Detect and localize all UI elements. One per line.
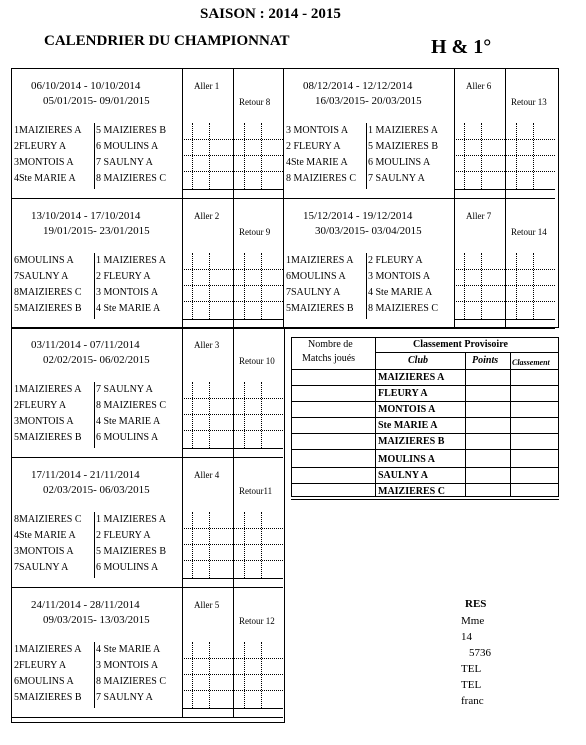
score-grid-line — [182, 414, 283, 415]
match-home-team: 6MOULINS A — [14, 255, 74, 266]
match-away-team: 7 SAULNY A — [96, 157, 153, 168]
match-home-team: 1MAIZIERES A — [14, 384, 82, 395]
score-grid-line — [244, 642, 245, 708]
score-grid-line — [464, 123, 465, 189]
col-classement: Classement — [512, 358, 550, 367]
score-grid-line — [261, 642, 262, 708]
round-separator — [11, 717, 283, 718]
match-away-team: 8 MAIZIERES C — [96, 400, 166, 411]
score-grid-line — [182, 544, 283, 545]
score-grid-line — [182, 285, 283, 286]
round-col-line — [233, 587, 234, 717]
classement-club: MOULINS A — [378, 454, 435, 465]
round-col-line — [182, 587, 183, 717]
match-home-team: 2 FLEURY A — [286, 141, 341, 152]
classement-row-line — [291, 417, 559, 418]
score-grid-line — [516, 253, 517, 319]
score-grid-line — [516, 123, 517, 189]
match-home-team: 3MONTOIS A — [14, 546, 74, 557]
round-retour-label: Retour 8 — [239, 97, 271, 107]
match-away-team: 1 MAIZIERES A — [368, 125, 438, 136]
match-away-team: 8 MAIZIERES C — [368, 303, 438, 314]
match-away-team: 2 FLEURY A — [96, 530, 151, 541]
score-grid-line — [182, 560, 283, 561]
match-home-team: 1MAIZIERES A — [14, 125, 82, 136]
res-title: RES — [465, 598, 487, 610]
score-grid-line — [182, 139, 283, 140]
match-away-team: 3 MONTOIS A — [368, 271, 431, 282]
match-home-team: 8 MAIZIERES C — [286, 173, 356, 184]
score-grid-line — [192, 123, 193, 189]
res-line: franc — [461, 695, 484, 707]
score-grid-line — [182, 690, 283, 691]
round-col-line — [182, 327, 183, 457]
score-grid-line — [182, 708, 283, 709]
score-grid-line — [481, 253, 482, 319]
round-aller-label: Aller 5 — [194, 600, 220, 610]
match-home-team: 3MONTOIS A — [14, 416, 74, 427]
score-grid-line — [182, 171, 283, 172]
classement-title: Classement Provisoire — [413, 339, 508, 350]
match-home-team: 5MAIZIERES B — [14, 692, 82, 703]
round-retour-label: Retour 13 — [511, 97, 547, 107]
classement-row-line — [291, 449, 559, 450]
score-grid-line — [182, 301, 283, 302]
score-grid-line — [182, 189, 283, 190]
match-away-team: 1 MAIZIERES A — [96, 514, 166, 525]
match-away-team: 6 MOULINS A — [368, 157, 431, 168]
match-away-team: 5 MAIZIERES B — [368, 141, 438, 152]
classement-club: FLEURY A — [378, 388, 428, 399]
match-home-team: 3MONTOIS A — [14, 157, 74, 168]
res-line: TEL — [461, 663, 482, 675]
round-col-line — [233, 327, 234, 457]
round-col-line — [505, 68, 506, 198]
nombre-label: Nombre de — [308, 339, 353, 350]
match-team-divider — [366, 253, 367, 319]
classement-row-line — [291, 467, 559, 468]
classement-row-line — [291, 433, 559, 434]
score-grid-line — [182, 319, 283, 320]
score-grid-line — [533, 123, 534, 189]
score-grid-line — [182, 578, 283, 579]
col-club: Club — [408, 355, 429, 366]
score-grid-line — [182, 430, 283, 431]
score-grid-line — [182, 269, 283, 270]
match-away-team: 6 MOULINS A — [96, 432, 159, 443]
round-aller-label: Aller 1 — [194, 81, 220, 91]
round-dates-aller: 13/10/2014 - 17/10/2014 — [31, 210, 141, 222]
match-away-team: 4 Ste MARIE A — [96, 644, 161, 655]
match-away-team: 3 MONTOIS A — [96, 660, 159, 671]
match-team-divider — [94, 642, 95, 708]
score-grid-line — [244, 123, 245, 189]
res-line: 14 — [461, 631, 472, 643]
season-title: SAISON : 2014 - 2015 — [200, 6, 341, 22]
score-grid-line — [182, 155, 283, 156]
score-grid-line — [454, 189, 555, 190]
match-home-team: 2FLEURY A — [14, 141, 67, 152]
classement-club: MAIZIERES C — [378, 486, 445, 497]
round-aller-label: Aller 6 — [466, 81, 492, 91]
score-grid-line — [209, 123, 210, 189]
match-home-team: 8MAIZIERES C — [14, 287, 82, 298]
match-away-team: 5 MAIZIERES B — [96, 125, 166, 136]
classement-club: MONTOIS A — [378, 404, 436, 415]
match-home-team: 4Ste MARIE A — [14, 173, 76, 184]
classement-row-line — [291, 401, 559, 402]
match-home-team: 5MAIZIERES B — [14, 303, 82, 314]
match-home-team: 5MAIZIERES B — [14, 432, 82, 443]
round-retour-label: Retour 10 — [239, 356, 275, 366]
match-home-team: 2FLEURY A — [14, 400, 67, 411]
score-grid-line — [454, 301, 555, 302]
score-grid-line — [481, 123, 482, 189]
round-retour-label: Retour 9 — [239, 227, 271, 237]
match-team-divider — [94, 512, 95, 578]
match-away-team: 7 SAULNY A — [96, 384, 153, 395]
match-home-team: 2FLEURY A — [14, 660, 67, 671]
category-title: H & 1° — [431, 36, 492, 58]
round-dates-retour: 16/03/2015- 20/03/2015 — [315, 95, 422, 107]
match-away-team: 7 SAULNY A — [96, 692, 153, 703]
round-aller-label: Aller 2 — [194, 211, 220, 221]
classement-club: SAULNY A — [378, 470, 428, 481]
score-grid-line — [192, 253, 193, 319]
match-home-team: 6MOULINS A — [14, 676, 74, 687]
match-home-team: 7SAULNY A — [14, 562, 69, 573]
round-col-line — [454, 68, 455, 198]
round-dates-retour: 30/03/2015- 03/04/2015 — [315, 225, 422, 237]
round-dates-retour: 19/01/2015- 23/01/2015 — [43, 225, 150, 237]
score-grid-line — [454, 139, 555, 140]
calendar-title: CALENDRIER DU CHAMPIONNAT — [44, 33, 290, 49]
match-team-divider — [366, 123, 367, 189]
round-separator — [11, 198, 283, 199]
score-grid-line — [192, 642, 193, 708]
res-line: 5736 — [469, 647, 491, 659]
match-home-team: 4Ste MARIE A — [14, 530, 76, 541]
round-separator — [11, 328, 283, 329]
match-away-team: 4 Ste MARIE A — [96, 303, 161, 314]
round-separator — [11, 457, 283, 458]
match-home-team: 7SAULNY A — [14, 271, 69, 282]
classement-club: Ste MARIE A — [378, 420, 438, 431]
score-grid-line — [244, 512, 245, 578]
round-separator — [283, 198, 555, 199]
score-grid-line — [182, 448, 283, 449]
match-away-team: 4 Ste MARIE A — [96, 416, 161, 427]
round-dates-retour: 09/03/2015- 13/03/2015 — [43, 614, 150, 626]
classement-club: MAIZIERES B — [378, 436, 445, 447]
match-away-team: 8 MAIZIERES C — [96, 173, 166, 184]
score-grid-line — [182, 658, 283, 659]
round-col-line — [233, 457, 234, 587]
match-home-team: 1MAIZIERES A — [286, 255, 354, 266]
score-grid-line — [454, 155, 555, 156]
score-grid-line — [454, 269, 555, 270]
match-away-team: 6 MOULINS A — [96, 562, 159, 573]
round-retour-label: Retour 12 — [239, 616, 275, 626]
score-grid-line — [261, 382, 262, 448]
round-col-line — [454, 198, 455, 328]
match-home-team: 5MAIZIERES B — [286, 303, 354, 314]
round-retour-label: Retour 14 — [511, 227, 547, 237]
round-col-line — [233, 68, 234, 198]
round-dates-aller: 08/12/2014 - 12/12/2014 — [303, 80, 413, 92]
round-col-line — [233, 198, 234, 328]
matchs-label: Matchs joués — [302, 353, 356, 364]
score-grid-line — [192, 512, 193, 578]
match-away-team: 3 MONTOIS A — [96, 287, 159, 298]
match-home-team: 3 MONTOIS A — [286, 125, 349, 136]
score-grid-line — [209, 253, 210, 319]
score-grid-line — [182, 398, 283, 399]
round-col-line — [505, 198, 506, 328]
score-grid-line — [464, 253, 465, 319]
score-grid-line — [244, 382, 245, 448]
score-grid-line — [454, 285, 555, 286]
res-line: Mme — [461, 615, 485, 627]
match-team-divider — [94, 123, 95, 189]
round-dates-retour: 02/02/2015- 06/02/2015 — [43, 354, 150, 366]
match-team-divider — [94, 253, 95, 319]
round-retour-label: Retour11 — [239, 486, 273, 496]
round-dates-aller: 03/11/2014 - 07/11/2014 — [31, 339, 140, 351]
match-away-team: 5 MAIZIERES B — [96, 546, 166, 557]
match-away-team: 4 Ste MARIE A — [368, 287, 433, 298]
classement-row-line — [291, 483, 559, 484]
classement-row-line — [291, 499, 559, 500]
match-away-team: 2 FLEURY A — [96, 271, 151, 282]
classement-row-line — [291, 385, 559, 386]
match-away-team: 1 MAIZIERES A — [96, 255, 166, 266]
score-grid-line — [182, 528, 283, 529]
round-dates-retour: 02/03/2015- 06/03/2015 — [43, 484, 150, 496]
match-away-team: 8 MAIZIERES C — [96, 676, 166, 687]
round-separator — [283, 328, 555, 329]
score-grid-line — [209, 642, 210, 708]
match-home-team: 1MAIZIERES A — [14, 644, 82, 655]
round-separator — [11, 587, 283, 588]
round-dates-aller: 24/11/2014 - 28/11/2014 — [31, 599, 140, 611]
round-aller-label: Aller 7 — [466, 211, 492, 221]
match-home-team: 4Ste MARIE A — [286, 157, 348, 168]
round-dates-aller: 06/10/2014 - 10/10/2014 — [31, 80, 141, 92]
score-grid-line — [261, 123, 262, 189]
res-line: TEL — [461, 679, 482, 691]
score-grid-line — [182, 674, 283, 675]
round-aller-label: Aller 3 — [194, 340, 220, 350]
score-grid-line — [209, 512, 210, 578]
match-away-team: 7 SAULNY A — [368, 173, 425, 184]
match-away-team: 2 FLEURY A — [368, 255, 423, 266]
match-team-divider — [94, 382, 95, 448]
round-dates-aller: 17/11/2014 - 21/11/2014 — [31, 469, 140, 481]
match-home-team: 8MAIZIERES C — [14, 514, 82, 525]
classement-club: MAIZIERES A — [378, 372, 445, 383]
round-dates-aller: 15/12/2014 - 19/12/2014 — [303, 210, 413, 222]
round-col-line — [182, 198, 183, 328]
score-grid-line — [244, 253, 245, 319]
score-grid-line — [261, 512, 262, 578]
score-grid-line — [533, 253, 534, 319]
score-grid-line — [454, 171, 555, 172]
round-col-line — [182, 68, 183, 198]
match-home-team: 7SAULNY A — [286, 287, 341, 298]
round-dates-retour: 05/01/2015- 09/01/2015 — [43, 95, 150, 107]
match-home-team: 6MOULINS A — [286, 271, 346, 282]
score-grid-line — [192, 382, 193, 448]
round-col-line — [182, 457, 183, 587]
col-points: Points — [472, 355, 499, 366]
round-aller-label: Aller 4 — [194, 470, 220, 480]
score-grid-line — [209, 382, 210, 448]
score-grid-line — [454, 319, 555, 320]
score-grid-line — [261, 253, 262, 319]
match-away-team: 6 MOULINS A — [96, 141, 159, 152]
